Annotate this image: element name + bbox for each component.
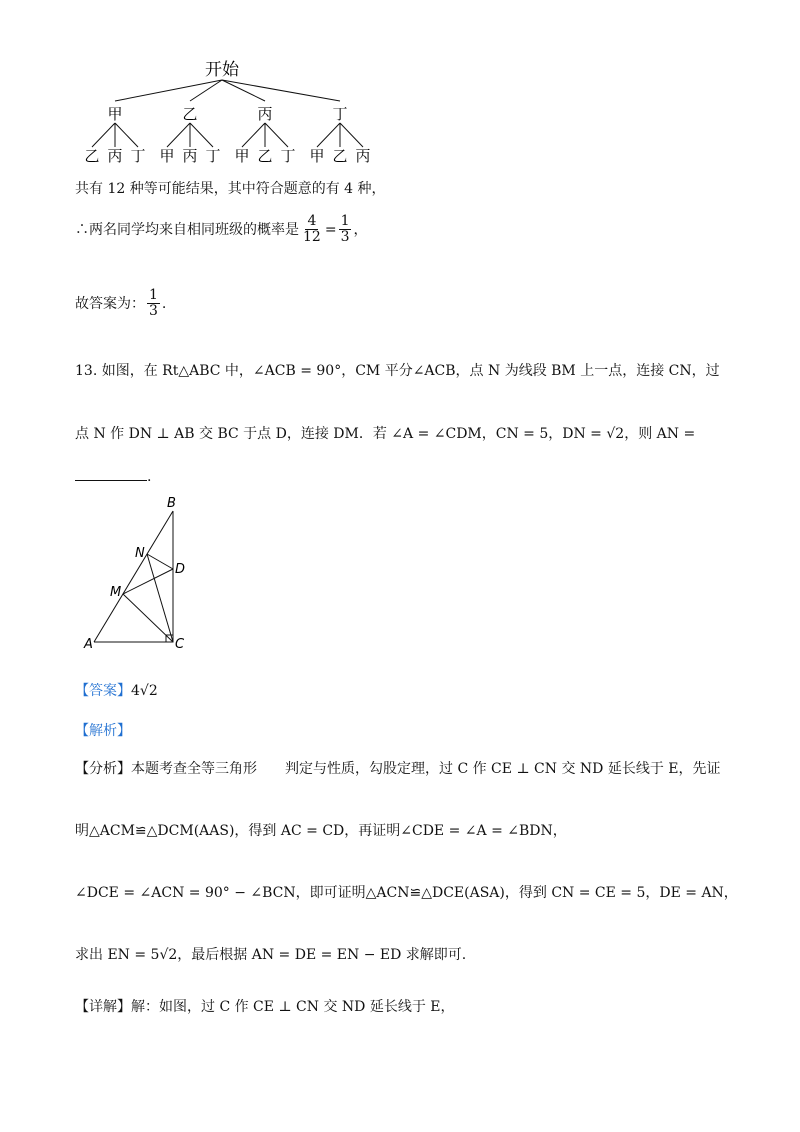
label-A: A [84, 637, 93, 652]
tree-l2: 丁 [280, 147, 296, 165]
fraction: $\frac{1}{3}$ [340, 213, 350, 246]
label-N: N [135, 546, 145, 561]
xiangjie-tag: 【详解】 [75, 999, 131, 1015]
geometry-figure [80, 495, 200, 655]
segment-AB [94, 511, 173, 642]
tree-l2: 丙 [107, 147, 123, 165]
answer-tag: 【答案】 [75, 683, 131, 699]
fenxi-line-2: 明△ACM≌△DCM(AAS)，得到 AC = CD，再证明∠CDE = ∠A = ∠BDN， [75, 823, 567, 839]
solution-line-2: ∴两名同学均来自相同班级的概率是 $\frac{4}{12}$ = $\frac{1}{3}$ ， [75, 213, 368, 246]
problem-13-line-1: 13. 如图，在 Rt△ABC 中，∠ACB = 90°，CM 平分∠ACB，点 N 为线段 BM 上一点，连接 CN，过 [75, 363, 720, 379]
analysis-tag: 【解析】 [75, 723, 131, 739]
answer-line [75, 680, 158, 700]
tree-l2: 乙 [84, 147, 100, 165]
tree-l2: 丙 [355, 147, 371, 165]
tree-l2: 丁 [205, 147, 221, 165]
label-D: D [175, 562, 186, 577]
tree-l1-3: 丁 [332, 105, 348, 123]
fenxi-line-4: 求出 EN = 5√2，最后根据 AN = DE = EN − ED 求解即可. [75, 947, 467, 963]
answer-blank [75, 466, 147, 481]
tree-root: 开始 [205, 60, 239, 80]
tree-l2: 甲 [159, 147, 175, 165]
solution-line-3: 故答案为： $\frac{1}{3}$ . [75, 287, 167, 320]
answer-value: 4√2 [131, 683, 158, 699]
tree-l2: 乙 [257, 147, 273, 165]
tree-l1-2: 丙 [257, 105, 273, 123]
tree-l2: 乙 [332, 147, 348, 165]
tree-l1-1: 乙 [182, 105, 198, 123]
tree-l2: 甲 [309, 147, 325, 165]
problem-13-line-2: 点 N 作 DN ⊥ AB 交 BC 于点 D，连接 DM．若 ∠A = ∠CDM，CN = 5，DN = √2，则 AN = [75, 426, 696, 442]
label-C: C [175, 637, 185, 652]
probability-text: ∴两名同学均来自相同班级的概率是 [75, 221, 299, 238]
solution-line-1: 共有 12 种等可能结果，其中符合题意的有 4 种， [75, 181, 386, 197]
fenxi-tag: 【分析】 [75, 761, 131, 777]
fraction: $\frac{4}{12}$ [303, 213, 321, 246]
label-M: M [110, 585, 122, 600]
fenxi-line-3: ∠DCE = ∠ACN = 90° − ∠BCN，即可证明△ACN≌△DCE(ASA)，得到 CN = CE = 5，DE = AN， [75, 885, 738, 901]
xiangjie-line-1: 【详解】解：如图，过 C 作 CE ⊥ CN 交 ND 延长线于 E， [75, 999, 455, 1015]
label-B: B [167, 496, 176, 511]
tree-l2: 丙 [182, 147, 198, 165]
fenxi-line-1: 【分析】本题考查全等三角形 判定与性质，勾股定理，过 C 作 CE ⊥ CN 交 ND 延长线于 E，先证 [75, 761, 721, 777]
tree-l2: 甲 [234, 147, 250, 165]
problem-13-line-3: . [75, 466, 151, 485]
fraction: $\frac{1}{3}$ [149, 287, 158, 320]
tree-diagram [70, 55, 390, 170]
tree-l1-0: 甲 [107, 105, 123, 123]
tree-l2: 丁 [130, 147, 146, 165]
